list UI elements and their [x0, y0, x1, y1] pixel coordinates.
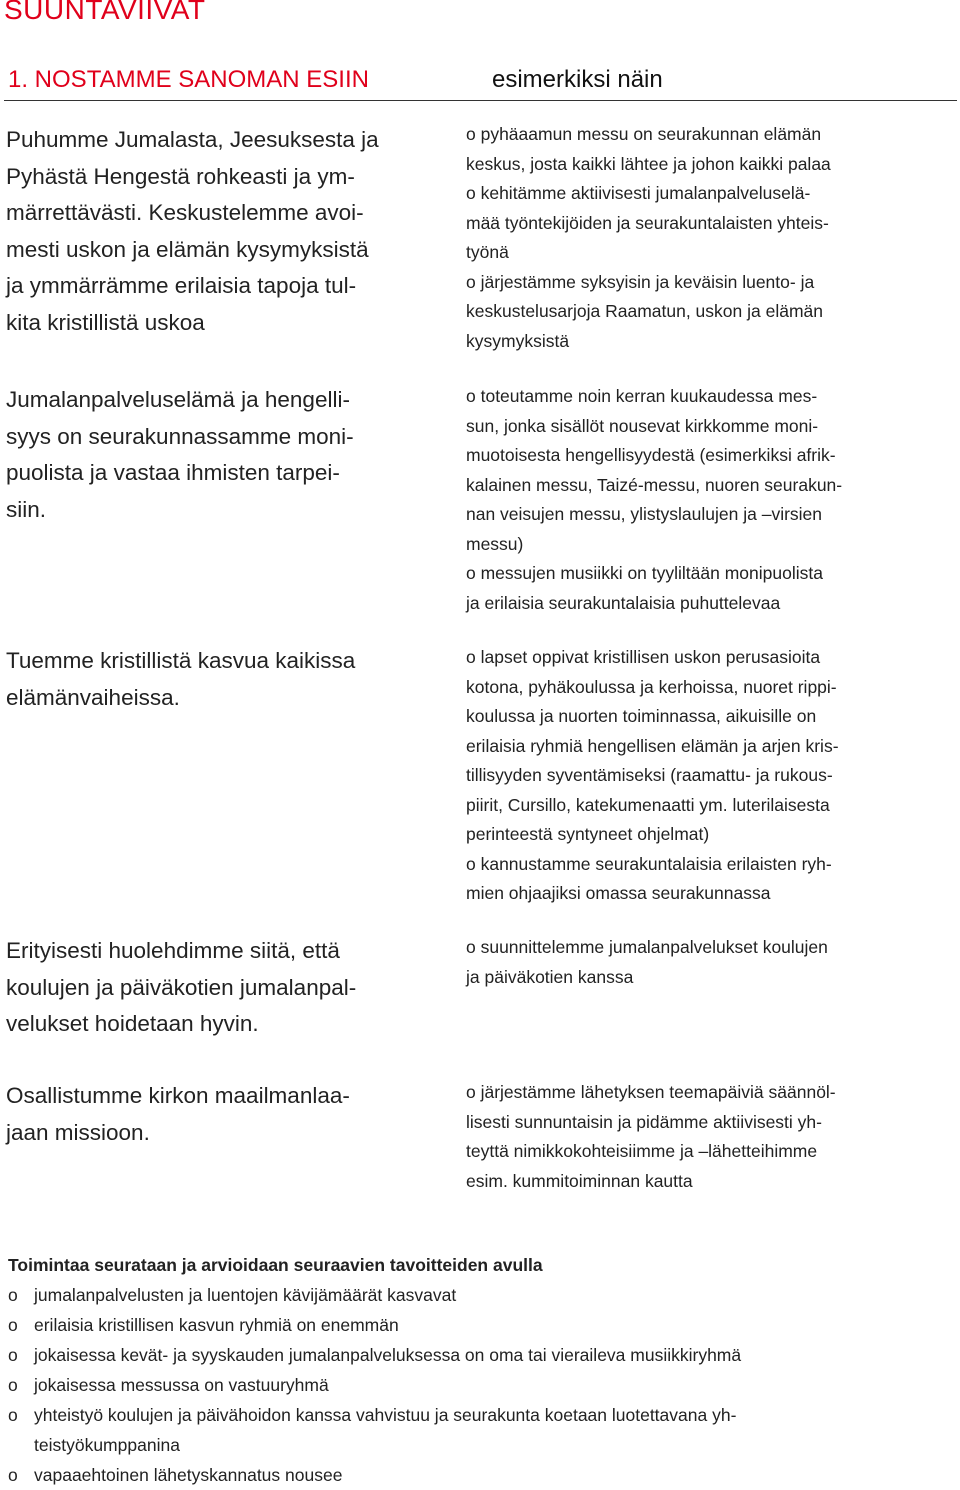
section-title: 1. NOSTAMME SANOMAN ESIIN	[8, 66, 369, 93]
evaluation-list	[8, 1280, 953, 1490]
evaluation-item: o jumalanpalvelusten ja luentojen kävijämäärät kasvavat	[8, 1280, 953, 1310]
examples-3: o lapset oppivat kristillisen uskon perusasioita kotona, pyhäkoulussa ja kerhoissa, nuoret rippi- koulussa ja nuorten toiminnassa, aikuisille on erilaisia ryhmiä hengellisen elämän ja arjen kris- tillisyyden syventämiseksi (raamattu- ja rukous- piirit, Cursillo, katekumenaatti ym. luterilaisesta perinteestä syntyneet ohjelmat) o kannustamme seurakuntalaisia erilaisten ryh- mien ohjaajiksi omassa seurakunnassa	[466, 647, 839, 903]
evaluation-item: o erilaisia kristillisen kasvun ryhmiä on enemmän	[8, 1310, 953, 1340]
bullet-marker: o	[8, 1345, 18, 1365]
bullet-marker: o	[8, 1285, 18, 1305]
examples-4: o suunnittelemme jumalanpalvelukset koulujen ja päiväkotien kanssa	[466, 937, 828, 987]
examples-1: o pyhäaamun messu on seurakunnan elämän keskus, josta kaikki lähtee ja johon kaikki palaa o kehitämme aktiivisesti jumalanpalveluselä- mää työntekijöiden ja seurakuntalaisten yhteis- työnä o järjestämme syksyisin ja keväisin luento- ja keskustelusarjoja Raamatun, uskon ja elämän kysymyksistä	[466, 124, 831, 351]
evaluation-item: o jokaisessa messussa on vastuuryhmä	[8, 1370, 953, 1400]
evaluation-item: o jokaisessa kevät- ja syyskauden jumalanpalveluksessa on oma tai vieraileva musiikkiryhmä	[8, 1340, 953, 1370]
examples-5: o järjestämme lähetyksen teemapäiviä säännöl- lisesti sunnuntaisin ja pidämme aktiivisesti yh- teyttä nimikkokohteisiimme ja –lähetteihimme esim. kummitoiminnan kautta	[466, 1082, 836, 1191]
evaluation-section	[8, 1250, 953, 1490]
bullet-marker: o	[8, 1315, 18, 1335]
statement-5: Osallistumme kirkon maailmanlaa- jaan missioon.	[6, 1083, 350, 1145]
evaluation-item: o vapaaehtoinen lähetyskannatus nousee	[8, 1460, 953, 1490]
statement-1: Puhumme Jumalasta, Jeesuksesta ja Pyhästä Hengestä rohkeasti ja ym- märrettävästi. Keskustelemme avoi- mesti uskon ja elämän kysymyksistä ja ymmärrämme erilaisia tapoja tul- kita kristillistä uskoa	[6, 127, 379, 335]
bullet-marker: o	[8, 1465, 18, 1485]
statement-4: Erityisesti huolehdimme siitä, että koulujen ja päiväkotien jumalanpal- velukset hoidetaan hyvin.	[6, 938, 357, 1036]
heading-divider	[4, 100, 957, 101]
bullet-marker: o	[8, 1375, 18, 1395]
evaluation-item: o yhteistyö koulujen ja päivähoidon kanssa vahvistuu ja seurakunta koetaan luotettavana yh- teistyökumppanina	[8, 1400, 953, 1460]
examples-heading: esimerkiksi näin	[492, 66, 663, 93]
evaluation-title: Toimintaa seurataan ja arvioidaan seuraavien tavoitteiden avulla	[8, 1255, 543, 1275]
bullet-marker: o	[8, 1405, 18, 1425]
statement-3: Tuemme kristillistä kasvua kaikissa elämänvaiheissa.	[6, 648, 356, 710]
statement-2: Jumalanpalveluselämä ja hengelli- syys on seurakunnassamme moni- puolista ja vastaa ihmisten tarpei- siin.	[6, 387, 354, 522]
examples-2: o toteutamme noin kerran kuukaudessa mes- sun, jonka sisällöt nousevat kirkkomme moni- muotoisesta hengellisyydestä (esimerkiksi afrik- kalainen messu, Taizé-messu, nuoren seurakun- nan veisujen messu, ylistyslaulujen ja –virsien messu) o messujen musiikki on tyyliltään monipuolista ja erilaisia seurakuntalaisia puhuttelevaa	[466, 386, 843, 613]
document-title: SUUNTAVIIVAT	[4, 0, 206, 25]
